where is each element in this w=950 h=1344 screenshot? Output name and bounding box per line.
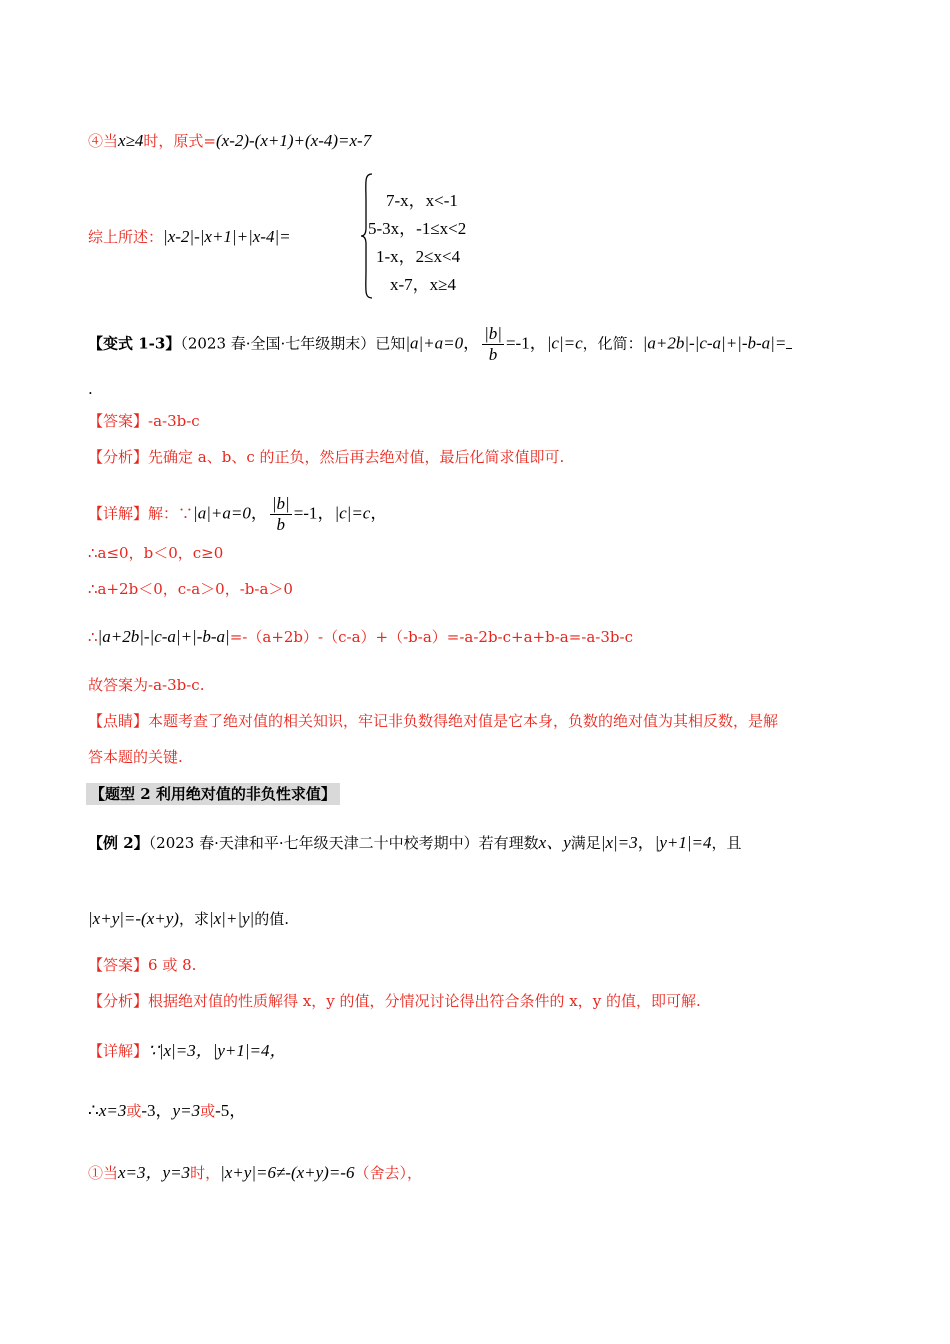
example-detail	[88, 1040, 287, 1062]
variant-1-3-question: 【变式 1-3】（2023 春·全国·七年级期末）已知|a|+a=0， $\frac{|b|}{b}$ =-1，|c|=c，化简：|a+2b|-|c-a|+|-b-a|=	[88, 324, 792, 365]
x-value-b: -3，	[141, 1101, 173, 1120]
example-tag: 【例 2】	[88, 834, 149, 852]
example-detail-given: ∵|x|=3，|y+1|=4，	[148, 1041, 287, 1060]
case-4-line	[88, 130, 371, 152]
example-answer-tag: 【答案】	[88, 956, 149, 974]
example-answer	[88, 954, 196, 976]
example-and: ，且	[711, 834, 742, 852]
variant-cond-b: =-1	[505, 333, 530, 353]
variant-analysis	[88, 446, 564, 468]
example-analysis	[88, 990, 701, 1012]
example-2-question-line-1: 【例 2】（2023 春·天津和平·七年级天津二十中校考期中）若有理数x、y满足|x|=3，|y+1|=4，且	[88, 833, 742, 852]
detail-step-3	[88, 626, 633, 648]
case-4-condition: x≥4	[118, 131, 144, 150]
or-2: 或	[200, 1102, 216, 1120]
example-answer-value: 6 或 8.	[148, 956, 197, 974]
case-row-4: x-7，x≥4	[390, 275, 456, 294]
fraction-denominator: b	[488, 345, 498, 364]
piecewise-cases	[360, 172, 520, 300]
analysis-text: 先确定 a、b、c 的正负，然后再去绝对值，最后化简求值即可.	[148, 448, 565, 466]
case-4-prefix: ④当	[88, 132, 119, 150]
example-values	[88, 1100, 246, 1122]
x-value-a: x=3	[98, 1101, 127, 1120]
example-vars: x、y	[538, 833, 571, 852]
variant-simplify: 化简：	[597, 334, 643, 353]
case-row-2: 5-3x，-1≤x<2	[368, 219, 467, 238]
example-ask-end: 的值.	[254, 910, 289, 928]
detail-step-2: ∴a+2b＜0，c-a＞0，-b-a＞0	[88, 580, 293, 598]
case-row-3: 1-x，2≤x<4	[376, 247, 461, 266]
example-satisfy: 满足	[570, 834, 601, 852]
fraction-numerator: |b|	[484, 324, 502, 343]
case-1-note: （舍去），	[354, 1164, 422, 1182]
example-detail-tag: 【详解】	[88, 1042, 149, 1060]
case-1-prefix: ①当	[88, 1164, 119, 1182]
example-analysis-tag: 【分析】	[88, 992, 149, 1010]
variant-detail: 【详解】解：∵|a|+a=0， $\frac{|b|}{b}$ =-1，|c|=c，	[88, 494, 388, 534]
case-row-1: 7-x，x<-1	[386, 191, 458, 210]
detail-cond-c: |c|=c	[334, 503, 371, 523]
answer-value: -a-3b-c	[148, 412, 200, 430]
case-1-condition: x=3，y=3	[118, 1163, 191, 1182]
detail-cond-a: |a|+a=0	[193, 503, 251, 523]
variant-tag: 【变式 1-3】	[88, 334, 181, 353]
y-value-b: -5，	[215, 1101, 247, 1120]
fraction-b	[482, 324, 504, 365]
detail-fraction-denominator: b	[276, 515, 285, 534]
example-case-1	[88, 1162, 422, 1184]
case-1-mid: 时，	[190, 1164, 221, 1182]
variant-conclusion: 故答案为-a-3b-c.	[88, 676, 205, 694]
example-2-question-line-2	[88, 908, 289, 930]
example-analysis-text: 根据绝对值的性质解得 x，y 的值，分情况讨论得出符合条件的 x，y 的值，即可解.	[148, 992, 701, 1010]
case-4-expression: (x-2)-(x+1)+(x-4)=x-7	[215, 131, 372, 150]
example-cond-sum: |x+y|=-(x+y)	[88, 909, 179, 928]
tip-tag: 【点睛】	[88, 712, 149, 730]
variant-cond-a: |a|+a=0	[405, 333, 464, 353]
variant-source: （2023 春·全国·七年级期末）已知	[180, 334, 406, 353]
analysis-tag: 【分析】	[88, 448, 149, 466]
variant-period: .	[88, 380, 93, 398]
section-2-heading: 【题型 2 利用绝对值的非负性求值】	[86, 783, 340, 805]
detail-fraction	[270, 494, 292, 535]
summary-lhs: |x-2|-|x+1|+|x-4|=	[163, 227, 291, 246]
answer-tag: 【答案】	[88, 412, 149, 430]
example-target: |x|+|y|	[208, 909, 255, 928]
example-cond-x: |x|=3	[600, 833, 638, 852]
values-prefix: ∴	[88, 1101, 99, 1120]
detail-intro: 解：∵	[148, 504, 194, 523]
case-1-expression: |x+y|=6≠-(x+y)=-6	[220, 1163, 355, 1182]
step-3-result: =-（a+2b）-（c-a）+（-b-a）=-a-2b-c+a+b-a=-a-3b-c	[229, 628, 633, 646]
y-value-a: y=3	[172, 1101, 201, 1120]
step-3-expression: |a+2b|-|c-a|+|-b-a|	[97, 627, 230, 646]
summary-line	[88, 226, 291, 248]
or-1: 或	[126, 1102, 142, 1120]
variant-tip-line-2: 答本题的关键.	[88, 748, 183, 766]
tip-text-1: 本题考查了绝对值的相关知识，牢记非负数得绝对值是它本身，负数的绝对值为其相反数，是解	[148, 712, 779, 730]
summary-label: 综上所述：	[88, 228, 164, 246]
detail-step-1: ∴a≤0，b＜0，c≥0	[88, 544, 224, 562]
example-source: （2023 春·天津和平·七年级天津二十中校考期中）若有理数	[148, 834, 539, 852]
detail-fraction-numerator: |b|	[271, 494, 290, 513]
detail-tag: 【详解】	[88, 504, 149, 523]
variant-tip-line-1	[88, 710, 778, 732]
example-ask: ，求	[178, 910, 209, 928]
variant-cond-c: |c|=c	[546, 333, 583, 353]
variant-answer	[88, 410, 200, 432]
case-4-mid: 时，原式=	[143, 132, 216, 150]
detail-cond-b: =-1	[293, 503, 318, 523]
step-3-prefix: ∴	[88, 628, 98, 646]
variant-expression: |a+2b|-|c-a|+|-b-a|=	[642, 333, 787, 353]
example-cond-y: |y+1|=4	[654, 833, 712, 852]
